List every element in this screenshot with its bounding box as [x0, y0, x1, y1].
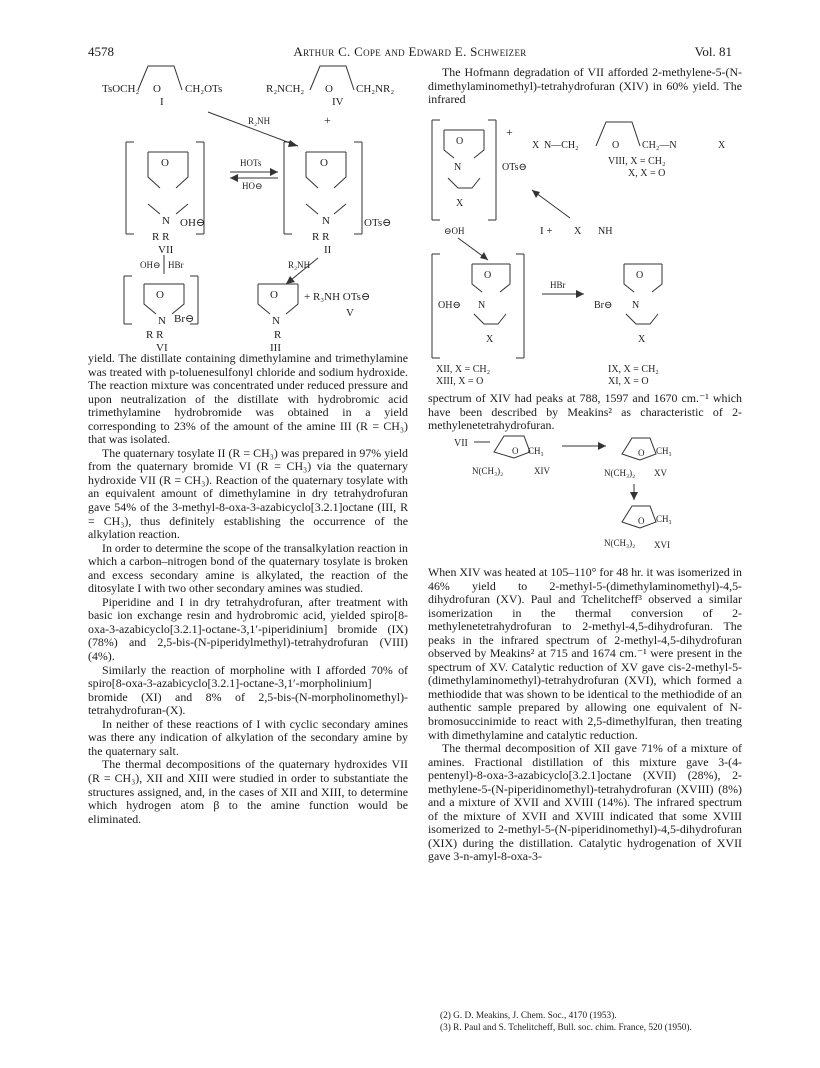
scheme1-o-i: O: [153, 83, 161, 95]
scheme1-r-iii: R: [274, 329, 282, 341]
scheme1-ho: HO⊖: [242, 181, 263, 191]
running-header: [0, 44, 820, 64]
scheme2-oh-xii: OH⊖: [438, 300, 461, 311]
scheme2-ots: OTs⊖: [502, 162, 527, 173]
scheme2-o-xii: O: [484, 270, 492, 281]
scheme2-x-right: X: [718, 140, 726, 151]
scheme3-nme2-xv: N(CH₃)₂: [604, 468, 636, 478]
scheme1-r2nh-bottom: R₂NH: [288, 260, 311, 270]
scheme2-n-ix: N: [632, 300, 640, 311]
scheme2-o-viii: O: [612, 140, 620, 151]
scheme2-oh: ⊖OH: [444, 226, 465, 236]
scheme2-label-xi: XI, X = O: [608, 376, 649, 387]
scheme2-br-ix: Br⊖: [594, 300, 613, 311]
scheme1-hots: HOTs: [240, 158, 262, 168]
scheme1-ch2ots: CH₂OTs: [185, 83, 223, 95]
paragraph: The thermal decompositions of the quaternary hydroxides VII (R = CH₃), XII and XIII were studied in order to substantiate the structures assigned, and, in the cases of XII and XIII, to determine which hydrogen atom β to the amine function would be eliminated.: [88, 757, 408, 826]
scheme1-label-vi: VI: [156, 342, 168, 354]
scheme1-tsoch2: TsOCH₂: [102, 83, 140, 95]
scheme1-ots-ii: OTs⊖: [364, 217, 392, 229]
scheme2-n-ch2: N—CH₂: [544, 140, 579, 151]
scheme1-label-v: V: [346, 307, 354, 319]
scheme2-nh: NH: [598, 226, 613, 237]
paragraph: yield. The distillate containing dimethylamine and trimethylamine was treated with p-toluenesulfonyl chloride and sodium hydroxide. The reaction mixture was concentrated under reduced pressure and upon neutralization of the distillate with hydrobromic acid trimethylamine hydrobromide was obtained in a yield corresponding to 23% of the amount of the amine III (R = CH₃) that was isolated.: [88, 351, 408, 447]
scheme2-o-top: O: [456, 136, 464, 147]
scheme3-ch3-xv: CH₃: [656, 446, 672, 456]
scheme2-x-xii: X: [486, 334, 494, 345]
reaction-scheme-1: [88, 62, 418, 354]
paragraph: The quaternary tosylate II (R = CH₃) was prepared in 97% yield from the quaternary bromide VI (R = CH₃) via the quaternary hydroxide VII (R = CH₃). Reaction of the quaternary tosylate with an equivalent amount of dimethylamine in dry tetrahydrofuran gave 54% of the 3-methyl-8-oxa-3-azabicyclo[3.2.1]octane (III, R = CH₃), thus definitely establishing the occurrence of the alkylation reaction.: [88, 445, 408, 542]
scheme2-x-ix: X: [638, 334, 646, 345]
scheme1-rr-vi: R R: [146, 329, 164, 341]
scheme1-ohb: OH⊖: [140, 260, 161, 270]
footnote: (2) G. D. Meakins, J. Chem. Soc., 4170 (1953).: [440, 1011, 617, 1021]
scheme2-ch2-n: CH₂—N: [642, 140, 677, 151]
scheme2-o-ix: O: [636, 270, 644, 281]
scheme1-o-vii: O: [161, 157, 169, 169]
scheme3-o-xiv: O: [512, 446, 519, 456]
page-number: 4578: [88, 44, 114, 59]
scheme3-ch3-xvi: CH₃: [656, 514, 672, 524]
scheme2-label-ix: IX, X = CH₂: [608, 364, 659, 375]
scheme3-label-xiv: XIV: [534, 466, 550, 476]
scheme2-i-plus: I +: [540, 225, 553, 237]
scheme1-o-iv: O: [325, 83, 333, 95]
running-authors: Arthur C. Cope and Edward E. Schweizer: [293, 44, 527, 59]
scheme1-n-vii: N: [162, 215, 170, 227]
scheme2-label-x: X, X = O: [628, 168, 666, 179]
right-column-mid: [428, 392, 742, 433]
scheme2-n-top: N: [454, 162, 462, 173]
scheme1-r3nh-ots: + R₃NH OTs⊖: [304, 291, 371, 303]
right-column-intro: [428, 66, 742, 107]
scheme1-br-vi: Br⊖: [174, 313, 195, 325]
paragraph: In order to determine the scope of the transalkylation reaction in which a carbon–nitrogen bond of the quaternary tosylate is broken and excess secondary amine is alkylated, the reaction of the ditosylate I with two other secondary amines was studied.: [88, 540, 408, 596]
scheme2-label-viii: VIII, X = CH₂: [608, 156, 666, 167]
scheme3-o-xv: O: [638, 448, 645, 458]
reaction-scheme-3: [428, 432, 748, 562]
scheme3-o-xvi: O: [638, 516, 645, 526]
scheme1-oh-vii: OH⊖: [180, 217, 206, 229]
footnote: (3) R. Paul and S. Tchelitcheff, Bull. soc. chim. France, 520 (1950).: [440, 1023, 692, 1033]
scheme2-label-xii: XII, X = CH₂: [436, 364, 491, 375]
scheme3-vii: VII: [454, 438, 468, 449]
scheme2-x-top: X: [456, 198, 464, 209]
scheme3-label-xvi: XVI: [654, 540, 670, 550]
scheme2-plus: +: [506, 125, 513, 139]
scheme2-x-left: X: [532, 140, 540, 151]
scheme1-rr-vii: R R: [152, 231, 170, 243]
scheme1-o-vi: O: [156, 289, 164, 301]
scheme3-label-xv: XV: [654, 468, 667, 478]
scheme2-hbr: HBr: [550, 280, 566, 290]
paragraph: The thermal decomposition of XII gave 71% of a mixture of amines. Fractional distillation of this mixture gave 3-(4-pentenyl)-8-oxa-3-azabicyclo[3.2.1]octane (XVII) (28%), 2-methylene-5-(N-piperidinomethyl)-tetrahydrofuran (XVIII) (8%) and a mixture of XVII and XVIII (14%). The infrared spectrum of the mixture of XVII and XVIII indicated that some XVIII isomerized to 2-methyl-5-(N-piperidinomethyl)-4,5-dihydrofuran (XIX) during the distillation. Catalytic hydrogenation of XVII gave 3-n-amyl-8-oxa-3-: [428, 741, 742, 864]
scheme3-ch3-xiv: CH₃: [528, 446, 544, 456]
scheme1-label-ii: II: [324, 244, 332, 256]
paragraph: Piperidine and I in dry tetrahydrofuran, after treatment with basic ion exchange resin and hydrobromic acid, yielded spiro[8-oxa-3-azabicyclo[3.2.1]-octane-3,1′-piperidinium] bromide (IX) (78%) and 2,5-bis-(N-piperidylmethyl)-tetrahydrofuran (VIII) (4%).: [88, 594, 408, 664]
left-column-text: [88, 352, 408, 826]
scheme1-n-vi: N: [158, 315, 166, 327]
paragraph: The Hofmann degradation of VII afforded 2-methylene-5-(N-dimethylaminomethyl)-tetrahydrofuran (XIV) in 60% yield. The infrared: [428, 65, 742, 107]
scheme1-o-ii: O: [320, 157, 328, 169]
footnotes: [428, 1010, 742, 1034]
scheme1-label-iv: IV: [332, 96, 344, 108]
scheme3-nme2-xiv: N(CH₃)₂: [472, 466, 504, 476]
scheme3-nme2-xvi: N(CH₃)₂: [604, 538, 636, 548]
scheme2-label-xiii: XIII, X = O: [436, 376, 484, 387]
scheme2-x-nh: X: [574, 226, 582, 237]
paragraph: When XIV was heated at 105–110° for 48 hr. it was isomerized in 46% yield to 2-methyl-5-(dimethylaminomethyl)-4,5-dihydrofuran (XV). Paul and Tchelitcheff³ observed a similar isomerization in the thermal conversion of 2-methylenetetrahydrofuran to 2-methyl-4,5-dihydrofuran. The peaks in the infrared spectrum of 2-methyl-4,5-dihydrofuran observed by Meakins² at 715 and 1674 cm.⁻¹ were present in the spectrum of XV. Catalytic reduction of XV gave cis-2-methyl-5-(dimethylaminomethyl)-tetrahydrofuran (XVI), which formed a methiodide that was shown to be identical to the methiodide of an authentic sample prepared by allowing one equivalent of N-bromosuccinimide to react with 2,5-dimethylfuran, then treating with dimethylamine and catalytic reduction.: [428, 565, 742, 742]
paragraph: Similarly the reaction of morpholine with I afforded 70% of spiro[8-oxa-3-azabicyclo[3.2.1]-octane-3,1′-morpholinium] bromide (XI) and 8% of 2,5-bis-(N-morpholinomethyl)-tetrahydrofuran-(X).: [88, 662, 408, 718]
scheme1-rr-ii: R R: [312, 231, 330, 243]
scheme2-n-xii: N: [478, 300, 486, 311]
volume-label: Vol. 81: [694, 44, 732, 59]
scheme1-r2nh-top: R₂NH: [248, 116, 271, 126]
reaction-scheme-2: [428, 108, 748, 387]
scheme1-label-i: I: [160, 96, 164, 108]
right-column-body: [428, 566, 742, 864]
scheme1-hbr: HBr: [168, 260, 184, 270]
scheme1-n-ii: N: [322, 215, 330, 227]
paragraph: In neither of these reactions of I with cyclic secondary amines was there any indication of alkylation of the secondary amine by the quaternary salt.: [88, 716, 408, 758]
scheme1-label-iii: III: [270, 342, 281, 354]
scheme1-r2nch2: R₂NCH₂: [266, 83, 305, 95]
scheme1-plus: +: [324, 113, 331, 127]
scheme1-label-vii: VII: [158, 244, 174, 256]
scheme1-o-iii: O: [270, 289, 278, 301]
scheme1-ch2nr2: CH₂NR₂: [356, 83, 395, 95]
paragraph: spectrum of XIV had peaks at 788, 1597 and 1670 cm.⁻¹ which have been described by Meakins² as characteristic of 2-methylenetetrahydrofuran.: [428, 391, 742, 433]
scheme1-n-iii: N: [272, 315, 280, 327]
